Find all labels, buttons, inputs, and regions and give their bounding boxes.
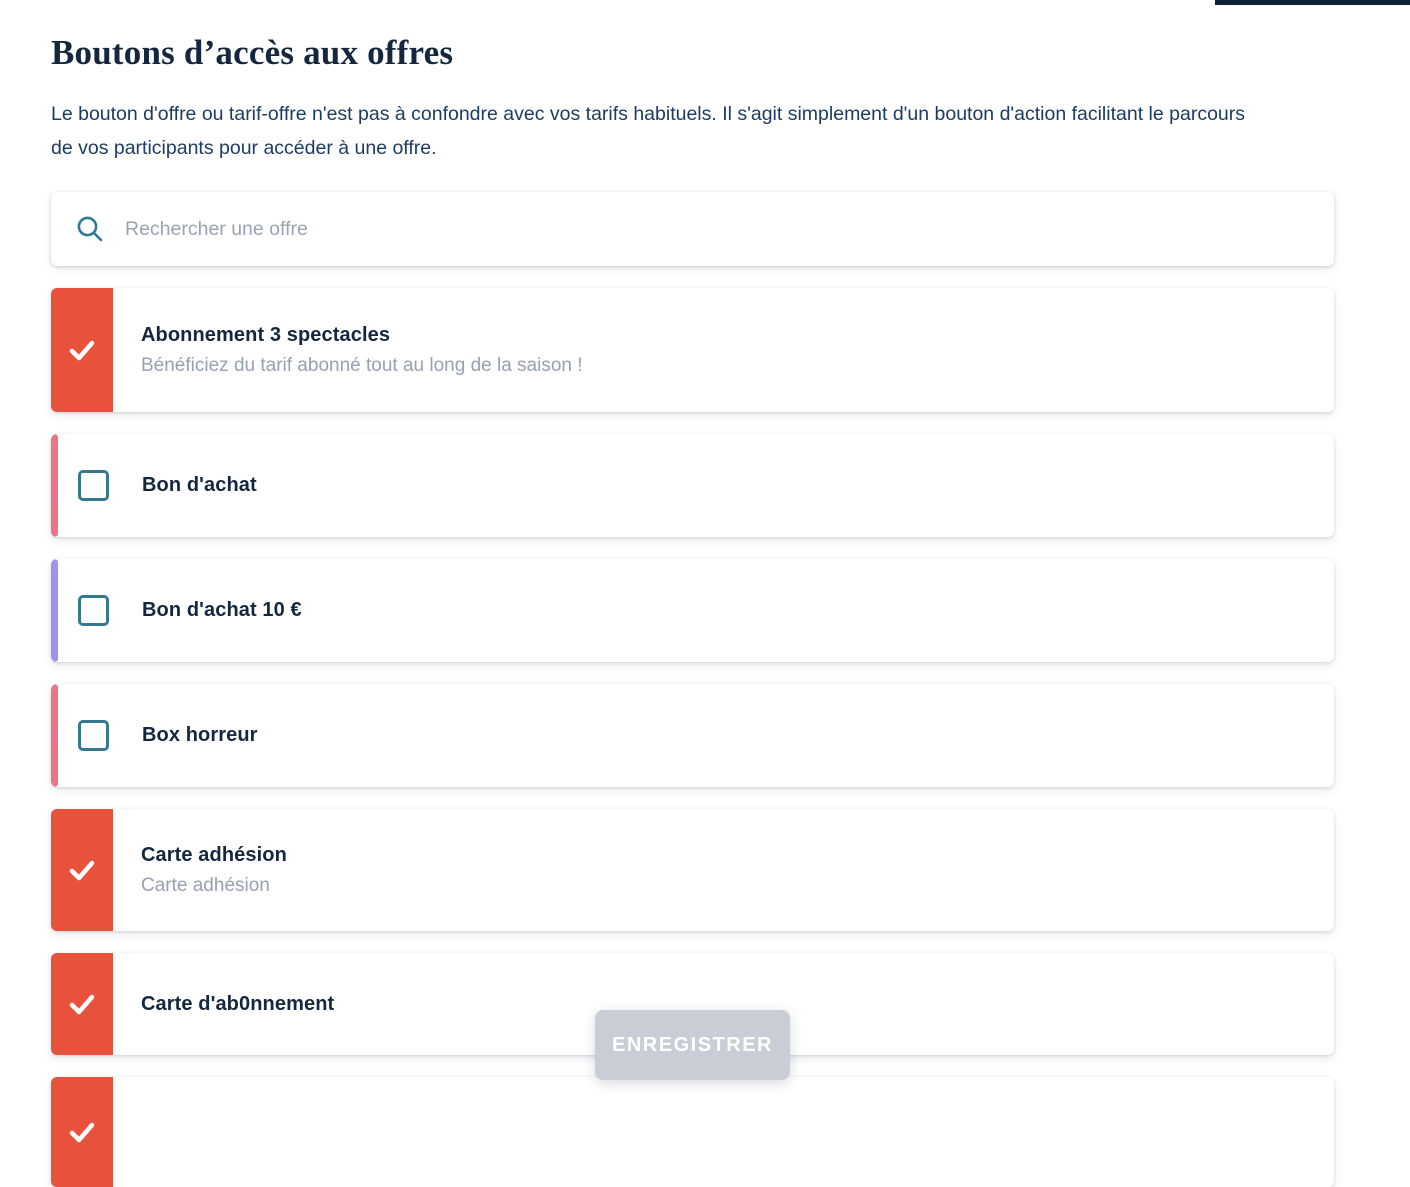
offer-card[interactable]: [51, 288, 1334, 412]
offer-card[interactable]: [51, 1077, 1334, 1187]
check-icon: [64, 986, 100, 1022]
offer-title: Carte adhésion: [141, 843, 287, 866]
offer-checkbox-checked[interactable]: [51, 1077, 113, 1187]
main-content: [51, 0, 1334, 1187]
offer-title: Bon d'achat: [142, 474, 257, 496]
check-icon: [64, 332, 100, 368]
search-input[interactable]: [123, 217, 1310, 242]
offer-title: Box horreur: [142, 724, 258, 746]
offer-title: Bon d'achat 10 €: [142, 599, 302, 621]
offer-subtitle: Carte adhésion: [141, 874, 270, 896]
check-icon: [64, 1114, 100, 1150]
offer-checkbox[interactable]: [78, 470, 109, 501]
offer-checkbox[interactable]: [78, 720, 109, 751]
offer-card[interactable]: [51, 559, 1334, 662]
offer-accent-strip: [51, 559, 58, 662]
offer-title: Abonnement 3 spectacles: [141, 323, 391, 346]
offer-card[interactable]: [51, 684, 1334, 787]
offer-checkbox-checked[interactable]: [51, 953, 113, 1055]
offer-title: Carte d'ab0nnement: [141, 992, 335, 1015]
offer-accent-strip: [51, 434, 58, 537]
page-title: Boutons d’accès aux offres: [51, 33, 454, 72]
offer-checkbox-checked[interactable]: [51, 288, 113, 412]
offer-checkbox-checked[interactable]: [51, 809, 113, 931]
offer-checkbox[interactable]: [78, 595, 109, 626]
offer-accent-strip: [51, 684, 58, 787]
offer-subtitle: Bénéficiez du tarif abonné tout au long de la saison !: [141, 354, 583, 376]
save-button[interactable]: ENREGISTRER: [595, 1010, 790, 1080]
offer-card[interactable]: [51, 809, 1334, 931]
page-description: Le bouton d'offre ou tarif-offre n'est pas à confondre avec vos tarifs habituels. Il s'agit simplement d'un bouton d'action facilitant le parcours de vos participants pour accéder à une offre.: [51, 103, 1246, 159]
search-box[interactable]: [51, 192, 1334, 266]
check-icon: [64, 852, 100, 888]
offer-card[interactable]: [51, 434, 1334, 537]
search-icon: [75, 214, 105, 244]
